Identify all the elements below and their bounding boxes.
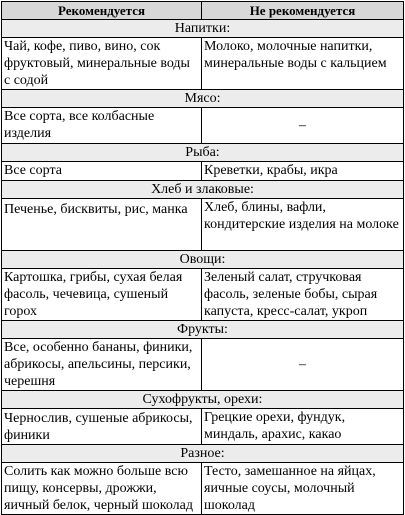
section-row-fruits	[2, 321, 404, 339]
section-title-meat: Мясо:	[2, 90, 404, 108]
not-recommended-cell-bread: Хлеб, блины, вафли, кондитерские изделия на молоке	[202, 199, 404, 251]
header-not-recommended: Не рекомендуется	[202, 2, 404, 20]
section-row-vegetables	[2, 251, 404, 269]
section-title-dried-fruits: Сухофрукты, орехи:	[2, 391, 404, 409]
table-row-meat	[2, 108, 404, 144]
table-row-drinks	[2, 38, 404, 90]
header-recommended: Рекомендуется	[2, 2, 202, 20]
table-row-fish	[2, 162, 404, 181]
recommended-cell-vegetables: Картошка, грибы, сухая белая фасоль, чечевица, сушеный горох	[2, 269, 202, 321]
recommended-cell-bread: Печенье, бисквиты, рис, манка	[2, 199, 202, 251]
section-row-misc	[2, 445, 404, 463]
header-row	[2, 2, 404, 20]
section-row-drinks	[2, 20, 404, 38]
table-row-misc	[2, 463, 404, 515]
section-title-drinks: Напитки:	[2, 20, 404, 38]
recommended-cell-misc: Солить как можно больше всю пищу, консервы, дрожжи, яичный белок, черный шоколад	[2, 463, 202, 515]
section-title-fish: Рыба:	[2, 144, 404, 162]
diet-table	[1, 1, 404, 515]
section-row-fish	[2, 144, 404, 162]
not-recommended-cell-vegetables: Зеленый салат, стручковая фасоль, зеленые бобы, сырая капуста, кресс-салат, укроп	[202, 269, 404, 321]
table-row-bread	[2, 199, 404, 251]
not-recommended-cell-misc: Тесто, замешанное на яйцах, яичные соусы, молочный шоколад	[202, 463, 404, 515]
recommended-cell-fish: Все сорта	[2, 162, 202, 181]
recommended-cell-meat: Все сорта, все колбасные изделия	[2, 108, 202, 144]
not-recommended-cell-meat: –	[202, 108, 404, 144]
section-title-fruits: Фрукты:	[2, 321, 404, 339]
section-row-dried-fruits	[2, 391, 404, 409]
not-recommended-cell-fruits: –	[202, 339, 404, 391]
section-row-meat	[2, 90, 404, 108]
recommended-cell-drinks: Чай, кофе, пиво, вино, сок фруктовый, минеральные воды с содой	[2, 38, 202, 90]
section-title-misc: Разное:	[2, 445, 404, 463]
not-recommended-cell-drinks: Молоко, молочные напитки, минеральные воды с кальцием	[202, 38, 404, 90]
not-recommended-cell-fish: Креветки, крабы, икра	[202, 162, 404, 181]
table-row-dried-fruits	[2, 409, 404, 445]
section-title-vegetables: Овощи:	[2, 251, 404, 269]
recommended-cell-fruits: Все, особенно бананы, финики, абрикосы, апельсины, персики, черешня	[2, 339, 202, 391]
table-row-vegetables	[2, 269, 404, 321]
not-recommended-cell-dried-fruits: Грецкие орехи, фундук, миндаль, арахис, какао	[202, 409, 404, 445]
table-row-fruits	[2, 339, 404, 391]
recommended-cell-dried-fruits: Чернослив, сушеные абрикосы, финики	[2, 409, 202, 445]
section-title-bread: Хлеб и злаковые:	[2, 181, 404, 199]
section-row-bread	[2, 181, 404, 199]
